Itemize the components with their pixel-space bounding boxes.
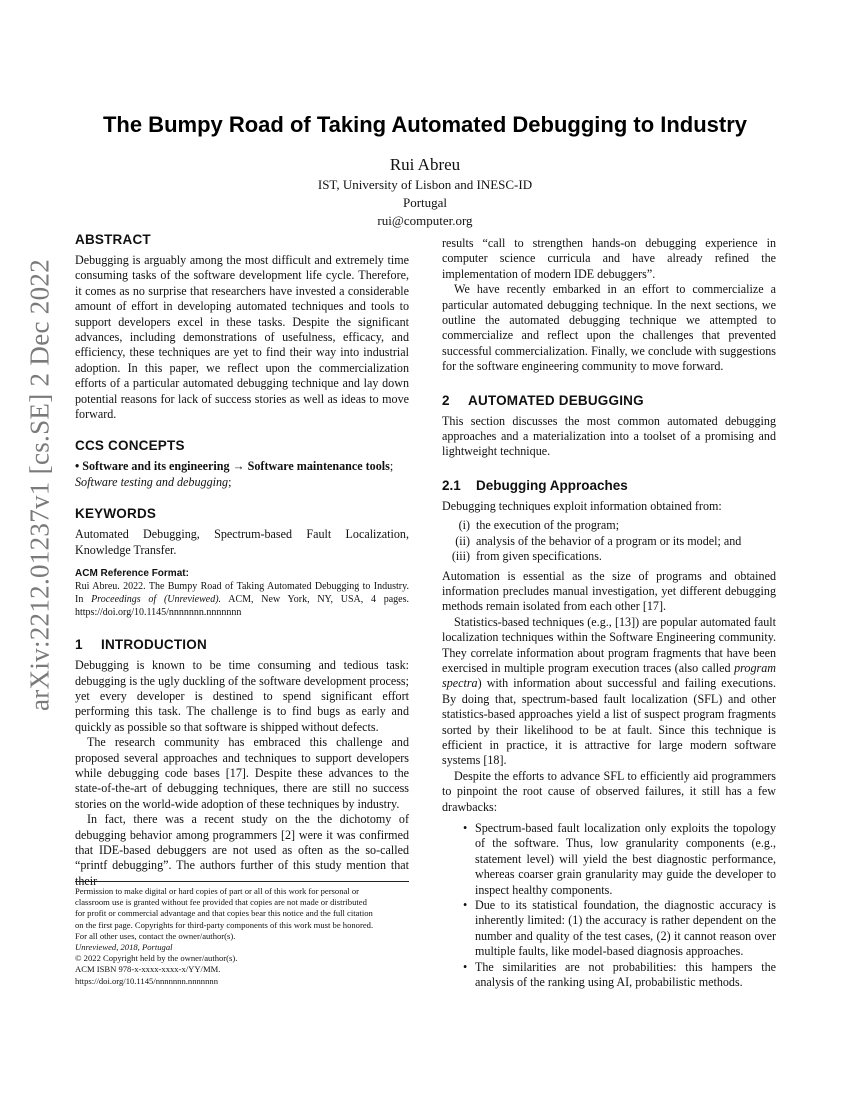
keywords-text: Automated Debugging, Spectrum-based Fault Localization, Knowledge Transfer. bbox=[75, 527, 409, 557]
ccs-bold: • Software and its engineering → Software maintenance tools bbox=[75, 459, 390, 474]
section-2-1-paragraph-4: Despite the efforts to advance SFL to efficiently aid programmers to pinpoint the root cause of observed failures, it still has a few drawbacks: bbox=[442, 768, 776, 814]
arxiv-id: arXiv:2212.01237v1 [cs.SE] 2 Dec 2022 bbox=[24, 258, 55, 712]
footnote-divider bbox=[75, 881, 409, 882]
footnote-line: for profit or commercial advantage and that copies bear this notice and the full citation bbox=[75, 908, 373, 919]
footnote-venue: Unreviewed, 2018, Portugal bbox=[75, 942, 173, 953]
section-2-heading: 2 AUTOMATED DEBUGGING bbox=[442, 392, 644, 408]
left-column bbox=[75, 232, 409, 889]
author-name: Rui Abreu bbox=[389, 155, 461, 174]
footnote-line: Permission to make digital or hard copies of part or all of this work for personal or bbox=[75, 886, 360, 896]
author-block bbox=[225, 154, 625, 230]
footnote-line: on the first page. Copyrights for third-party components of this work must be honored. bbox=[75, 919, 374, 930]
introduction-heading: 1 INTRODUCTION bbox=[75, 637, 207, 653]
ccs-heading: CCS CONCEPTS bbox=[75, 438, 185, 454]
intro-paragraph-1: Debugging is known to be time consuming and tedious task: debugging is the ugly duckling of the software development process; yet every developer is destined to spend significant effort performing this task. The challenge is to find bugs as early and quickly as possible so that software is shipped without defects. bbox=[75, 658, 409, 734]
ccs-text: • Software and its engineering → Software maintenance tools; Software testing and debugging; bbox=[75, 459, 394, 489]
copyright-footnote bbox=[75, 886, 409, 987]
intro-paragraph-2: The research community has embraced this challenge and proposed several approaches and techniques to support developers while debugging code bases [17]. Despite these advances to the state-of-the-art of debugging techniques, there are still no success stories on the world-wide adoption of these techniques by industry. bbox=[75, 735, 409, 811]
author-email: rui@computer.org bbox=[377, 213, 473, 228]
footnote-doi: https://doi.org/10.1145/nnnnnnn.nnnnnnn bbox=[75, 975, 218, 986]
list-item: (ii) analysis of the behavior of a program or its model; and bbox=[455, 533, 742, 548]
section-2-1-paragraph-2: Automation is essential as the size of programs and obtained information precludes manual investigation, yet different debugging methods remain isolated from each other [17]. bbox=[442, 568, 776, 614]
list-item: (i) the execution of the program; bbox=[458, 518, 620, 533]
paper-title: The Bumpy Road of Taking Automated Debugging to Industry bbox=[102, 112, 748, 137]
list-item: (iii) from given specifications. bbox=[451, 549, 602, 564]
footnote-line: classroom use is granted without fee provided that copies are not made or distributed bbox=[75, 897, 367, 908]
intro-paragraph-3: In fact, there was a recent study on the the dichotomy of debugging behavior among programmers [2] were it was confirmed that IDE-based debuggers are not used as often as the so-called “printf debugging”. The authors further of this study mention that their bbox=[75, 812, 409, 888]
acm-reference-text: Rui Abreu. 2022. The Bumpy Road of Taking Automated Debugging to Industry. In Proceedings of (Unreviewed). ACM, New York, NY, USA, 4 pages. https://doi.org/10.1145/nnnnnnn.nnnnnnn bbox=[75, 581, 409, 619]
footnote-line: For all other uses, contact the owner/author(s). bbox=[75, 930, 236, 941]
keywords-heading: KEYWORDS bbox=[75, 506, 157, 522]
footnote-copyright: © 2022 Copyright held by the owner/author(s). bbox=[75, 953, 238, 964]
abstract-heading: ABSTRACT bbox=[75, 232, 151, 247]
section-2-paragraph-1: This section discusses the most common automated debugging approaches and a materialization into a toolset of a promising and lightweight technique. bbox=[442, 413, 776, 459]
ccs-italic: Software testing and debugging bbox=[75, 474, 229, 489]
intro-paragraph-4: We have recently embarked in an effort to commercialize a particular automated debugging technique. In the next sections, we outline the automated debugging technique we attempted to commercialize and reflect upon the challenges that prevented successful commercialization. Finally, we conclude with suggestions for the software engineering community to move forward. bbox=[442, 282, 776, 374]
right-column bbox=[442, 236, 776, 990]
list-item: • Spectrum-based fault localization only exploits the topology of the software. Thus, low granularity components (e.g., statement level) will yield the best diagnostic performance, whereas coarser grain granularity may guide the developer to inspect healthy components. bbox=[442, 821, 776, 898]
list-item: • Due to its statistical foundation, the diagnostic accuracy is inherently limited: (1) the accuracy is rather dependent on the number and quality of the test cases, (2) it cannot reason over multiple faults, like model-based diagnosis approaches. bbox=[442, 898, 776, 960]
section-2-1-heading: 2.1 Debugging Approaches bbox=[442, 477, 628, 493]
debugging-sources-list bbox=[442, 518, 776, 564]
abstract-text: Debugging is arguably among the most difficult and extremely time consuming tasks of the software development life cycle. Therefore, it comes as no surprise that researchers have invested a considerable amount of effort in developing automated techniques and tools to support developers excel in these tasks. Despite the significant advances, including demonstrations of usefulness, efficacy, and efficiency, these techniques are yet to find their way into industrial adoption. In this paper, we reflect upon the commercialization efforts of a particular automated debugging technique and lay down potential reasons for lack of success stories as well as ideas to move forward. bbox=[75, 253, 409, 422]
author-country: Portugal bbox=[402, 195, 448, 210]
arxiv-stamp bbox=[18, 258, 62, 712]
intro-paragraph-3-continued: results “call to strengthen hands-on debugging experience in computer science curricula and have already refined the implementation of modern IDE debuggers”. bbox=[442, 236, 776, 281]
acm-reference-heading: ACM Reference Format: bbox=[75, 568, 189, 580]
section-2-1-paragraph-3: Statistics-based techniques (e.g., [13]) are popular automated fault localization techniques within the Software Engineering community. They correlate information about program fragments that have been exercised in multiple program execution traces (also called program spectra) with information about successful and failing executions. By doing that, spectrum-based fault localization (SFL) and other statistics-based approaches yield a list of suspect program fragments sorted by their likelihood to be at fault. Since this technique is efficient in practice, it is attractive for large modern software systems [18]. bbox=[442, 614, 776, 768]
footnote-isbn: ACM ISBN 978-x-xxxx-xxxx-x/YY/MM. bbox=[75, 964, 221, 975]
drawbacks-list bbox=[442, 821, 776, 990]
author-affiliation: IST, University of Lisbon and INESC-ID bbox=[317, 177, 533, 192]
section-2-1-intro: Debugging techniques exploit information obtained from: bbox=[442, 498, 722, 513]
list-item: • The similarities are not probabilities: this hampers the analysis of the ranking using AI, probabilistic methods. bbox=[442, 960, 776, 991]
